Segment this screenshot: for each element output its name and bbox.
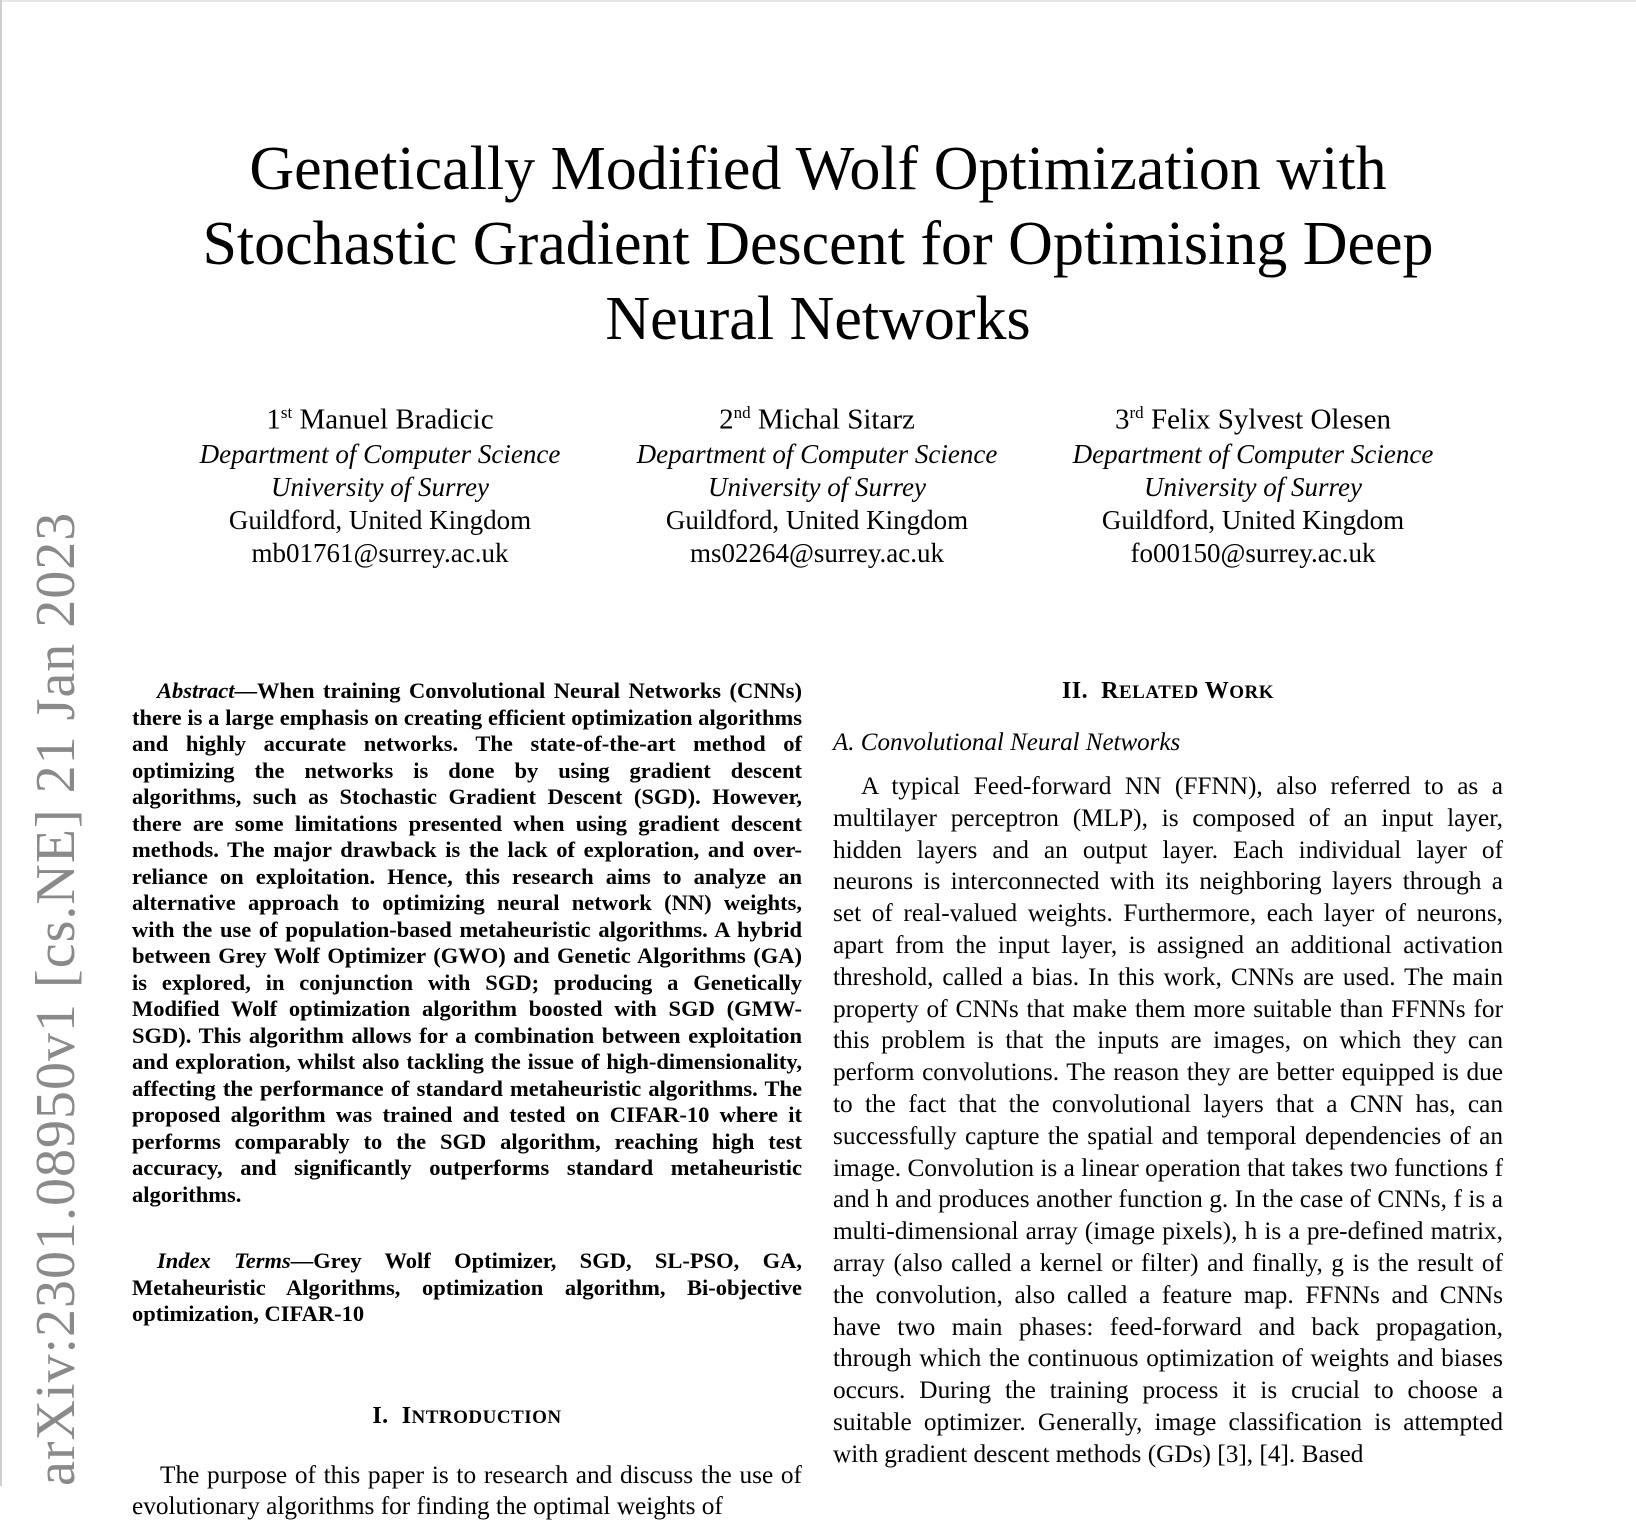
author-name-line: 1st Manuel Bradicic [160, 395, 600, 438]
author-name-line: 2nd Michal Sitarz [597, 395, 1037, 438]
abstract [132, 678, 802, 1208]
author-email: fo00150@surrey.ac.uk [1033, 537, 1473, 570]
index-terms-label: Index Terms [157, 1248, 291, 1273]
abstract-text: —When training Convolutional Neural Networks (CNNs) there is a large emphasis on creating efficient optimization algorithms and highly accurate networks. The state-of-the-art method of optimizing the networks is done by using gradient descent algorithms, such as Stochastic Gradient Descent (SGD). However, there are some limitations presented when using gradient descent methods. The major drawback is the lack of exploration, and over-reliance on exploitation. Hence, this research aims to analyze an alternative approach to optimizing neural network (NN) weights, with the use of population-based metaheuristic algorithms. A hybrid between Grey Wolf Optimizer (GWO) and Genetic Algorithms (GA) is explored, in conjunction with SGD; producing a Genetically Modified Wolf optimization algorithm boosted with SGD (GMW-SGD). This algorithm allows for a combination between exploitation and exploration, whilst also tackling the issue of high-dimensionality, affecting the performance of standard metaheuristic algorithms. The proposed algorithm was trained and tested on CIFAR-10 where it performs comparably to the SGD algorithm, reaching high test accuracy, and significantly outperforms standard metaheuristic algorithms. [132, 678, 802, 1207]
page-left-edge [0, 0, 2, 1486]
author-name: Manuel Bradicic [300, 404, 494, 436]
author-email: mb01761@surrey.ac.uk [160, 537, 600, 570]
cnn-subsection-heading: A. Convolutional Neural Networks [833, 729, 1503, 757]
index-terms [132, 1248, 802, 1328]
index-terms-text: —Grey Wolf Optimizer, SGD, SL-PSO, GA, Metaheuristic Algorithms, optimization algorithm, Bi-objective optimization, CIFAR-10 [132, 1248, 802, 1326]
author-location: Guildford, United Kingdom [597, 504, 1037, 537]
author-block [597, 395, 1037, 570]
author-block [1033, 395, 1473, 570]
introduction-paragraph: The purpose of this paper is to research and discuss the use of evolutionary algorithms for finding the optimal weights of [132, 1460, 802, 1523]
abstract-label: Abstract [157, 678, 235, 703]
author-university: University of Surrey [597, 471, 1037, 504]
author-email: ms02264@surrey.ac.uk [597, 537, 1037, 570]
author-university: University of Surrey [160, 471, 600, 504]
paper-title: Genetically Modified Wolf Optimization with Stochastic Gradient Descent for Optimising Deep Neural Networks [140, 132, 1496, 357]
author-department: Department of Computer Science [1033, 438, 1473, 471]
author-department: Department of Computer Science [597, 438, 1037, 471]
author-location: Guildford, United Kingdom [160, 504, 600, 537]
author-location: Guildford, United Kingdom [1033, 504, 1473, 537]
related-work-heading: II. RELATED WORK [833, 678, 1503, 705]
related-work-paragraph: A typical Feed-forward NN (FFNN), also referred to as a multilayer perceptron (MLP), is composed of an input layer, hidden layers and an output layer. Each individual layer of neurons is interconnected with its neighboring layers through a set of real-valued weights. Furthermore, each layer of neurons, apart from the input layer, is assigned an additional activation threshold, called a bias. In this work, CNNs are used. The main property of CNNs that make them more suitable than FFNNs for this problem is that the inputs are images, on which they can perform convolutions. The reason they are better equipped is due to the fact that the convolutional layers that a CNN has, can successfully capture the spatial and temporal dependencies of an image. Convolution is a linear operation that takes two functions f and h and produces another function g. In the case of CNNs, f is a multi-dimensional array (image pixels), h is a pre-defined matrix, array (also called a kernel or filter) and finally, g is the result of the convolution, also called a feature map. FFNNs and CNNs have two main phases: feed-forward and back propagation, through which the continuous optimization of weights and biases occurs. During the training process it is crucial to choose a suitable optimizer. Generally, image classification is attempted with gradient descent methods (GDs) [3], [4]. Based [833, 771, 1503, 1471]
author-name: Felix Sylvest Olesen [1151, 404, 1391, 436]
page-top-edge [0, 0, 1636, 2]
author-name: Michal Sitarz [758, 404, 915, 436]
author-block [160, 395, 600, 570]
author-department: Department of Computer Science [160, 438, 600, 471]
arxiv-identifier: arXiv:2301.08950v1 [cs.NE] 21 Jan 2023 [16, 386, 96, 1486]
right-column [833, 678, 1503, 1471]
left-column [132, 678, 802, 1523]
introduction-heading: I. INTRODUCTION [132, 1403, 802, 1430]
author-name-line: 3rd Felix Sylvest Olesen [1033, 395, 1473, 438]
author-university: University of Surrey [1033, 471, 1473, 504]
